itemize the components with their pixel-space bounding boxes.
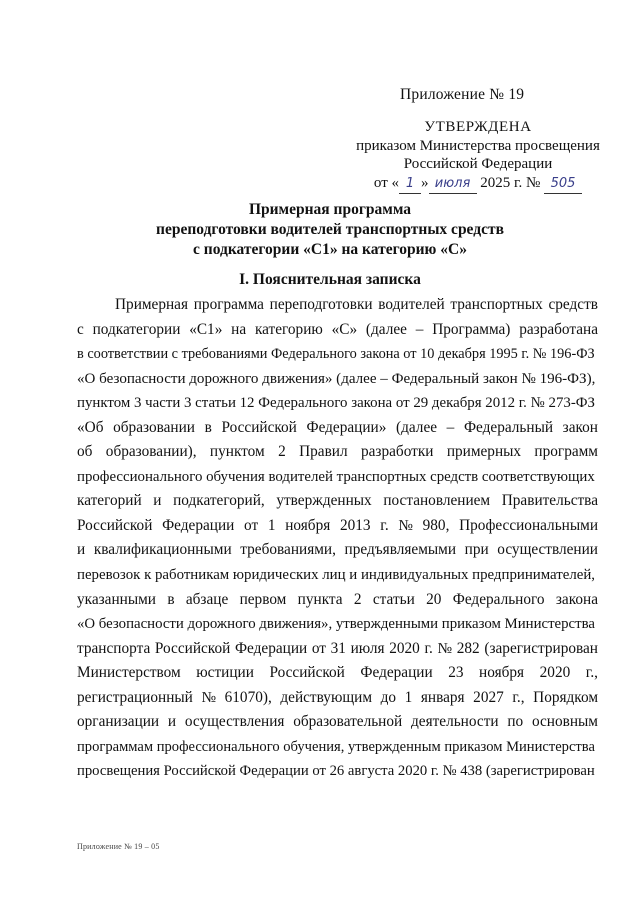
body-line: Министерством юстиции Российской Федерации 23 ноября 2020 г.,	[77, 664, 598, 682]
body-line: регистрационный № 61070), действующим до 1 января 2027 г., Порядком	[77, 688, 598, 706]
body-line: Российской Федерации от 1 ноября 2013 г. № 980, Профессиональными	[77, 516, 598, 534]
body-line: об образовании), пунктом 2 Правил разработки примерных программ	[77, 443, 598, 461]
title-line-2: переподготовки водителей транспортных средств	[156, 221, 504, 238]
body-line: и квалификационными требованиями, предъявляемыми при осуществлении	[77, 541, 598, 559]
body-line: профессионального обучения водителей транспортных средств соответствующих	[77, 468, 595, 485]
title-line-3: с подкатегории «С1» на категорию «С»	[193, 241, 467, 258]
date-day: 1	[399, 175, 421, 195]
order-date-line	[340, 174, 616, 195]
body-line: организации и осуществления образовательной деятельности по основным	[77, 713, 598, 731]
body-line: пунктом 3 части 3 статьи 12 Федерального закона от 29 декабря 2012 г. № 273-ФЗ	[77, 395, 595, 412]
body-line: перевозок к работникам юридических лиц и индивидуальных предпринимателей,	[77, 567, 596, 584]
order-number: 505	[544, 175, 582, 195]
body-line: «Об образовании в Российской Федерации» (далее – Федеральный закон	[77, 418, 598, 436]
body-line: программам профессионального обучения, утвержденным приказом Министерства	[77, 738, 595, 755]
body-line: с подкатегории «С1» на категорию «С» (далее – Программа) разработана	[77, 320, 598, 338]
order-line-2: Российской Федерации	[403, 156, 553, 172]
date-prefix: от «	[373, 174, 400, 191]
approval-stamp-block	[340, 118, 616, 194]
body-line: в соответствии с требованиями Федерального закона от 10 декабря 1995 г. № 196-ФЗ	[77, 346, 595, 363]
appendix-number: Приложение № 19	[400, 86, 525, 103]
date-month: июля	[429, 175, 477, 195]
body-line: транспорта Российской Федерации от 31 июля 2020 г. № 282 (зарегистрирован	[77, 639, 598, 657]
date-mid: »	[421, 174, 429, 191]
body-paragraph	[77, 293, 598, 784]
section-heading: I. Пояснительная записка	[239, 271, 421, 288]
page-footer: Приложение № 19 – 05	[77, 842, 160, 851]
date-year: 2025 г. №	[480, 174, 541, 191]
body-line: Примерная программа переподготовки водителей транспортных средств	[115, 296, 598, 313]
approved-label: УТВЕРЖДЕНА	[424, 119, 532, 135]
document-title	[80, 200, 580, 260]
body-line: просвещения Российской Федерации от 26 августа 2020 г. № 438 (зарегистрирован	[77, 763, 595, 780]
order-line-1: приказом Министерства просвещения	[356, 137, 600, 154]
body-line: «О безопасности дорожного движения», утвержденными приказом Министерства	[77, 616, 595, 633]
body-line: «О безопасности дорожного движения» (далее – Федеральный закон № 196-ФЗ),	[77, 370, 596, 387]
body-line: категорий и подкатегорий, утвержденных постановлением Правительства	[77, 492, 598, 510]
title-line-1: Примерная программа	[248, 201, 412, 218]
body-line: указанными в абзаце первом пункта 2 статьи 20 Федерального закона	[77, 590, 598, 608]
